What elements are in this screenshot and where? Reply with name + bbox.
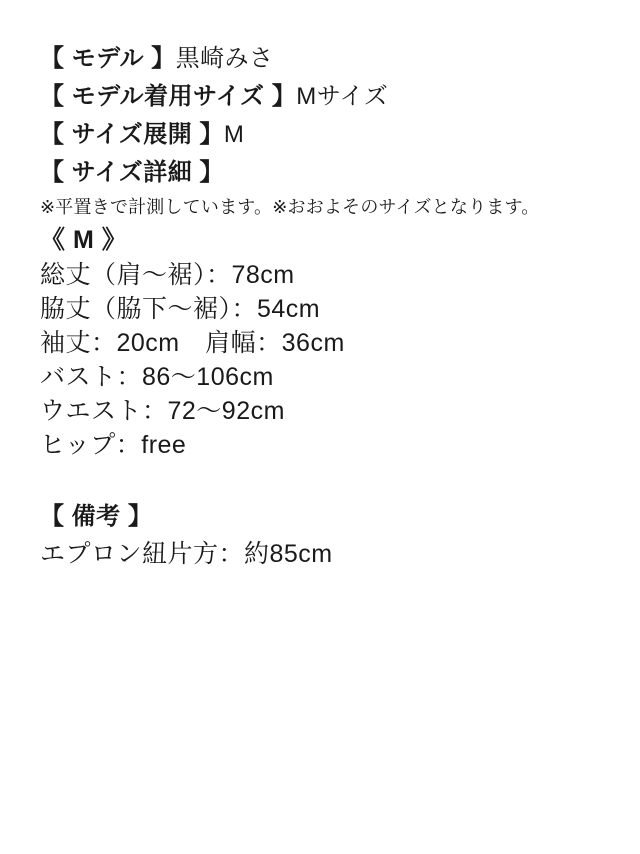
size-m-heading: 《 M 》 [40, 226, 128, 254]
measurement-disclaimer-note: ※平置きで計測しています。※おおよそのサイズとなります。 [40, 197, 540, 217]
size-range-value: M [223, 121, 245, 148]
total-length-line: 総丈（肩～裾）：78cm [40, 261, 295, 289]
model-wearing-size-row [40, 78, 624, 116]
model-label: 【 モデル 】 [40, 45, 176, 72]
waist-line: ウエスト：72～92cm [40, 397, 285, 425]
side-length-line: 脇丈（脇下～裾）：54cm [40, 295, 321, 323]
hip-line: ヒップ：free [40, 431, 187, 459]
sleeve-shoulder-line: 袖丈：20cm 肩幅：36cm [40, 329, 345, 357]
size-details-heading: 【 サイズ詳細 】 [40, 159, 224, 186]
model-row [40, 40, 624, 78]
size-details-heading-row [40, 154, 624, 192]
remarks-section [40, 498, 624, 572]
model-value: 黒崎みさ [175, 45, 274, 72]
model-wearing-size-value: Mサイズ [296, 83, 389, 110]
size-range-label: 【 サイズ展開 】 [40, 121, 224, 148]
model-wearing-size-label: 【 モデル着用サイズ 】 [40, 83, 297, 110]
bust-line: バスト：86～106cm [40, 363, 274, 391]
apron-string-line: エプロン紐片方：約85cm [40, 540, 333, 568]
size-range-row [40, 116, 624, 154]
remarks-heading: 【 備考 】 [40, 503, 153, 530]
measurement-list [40, 258, 624, 462]
